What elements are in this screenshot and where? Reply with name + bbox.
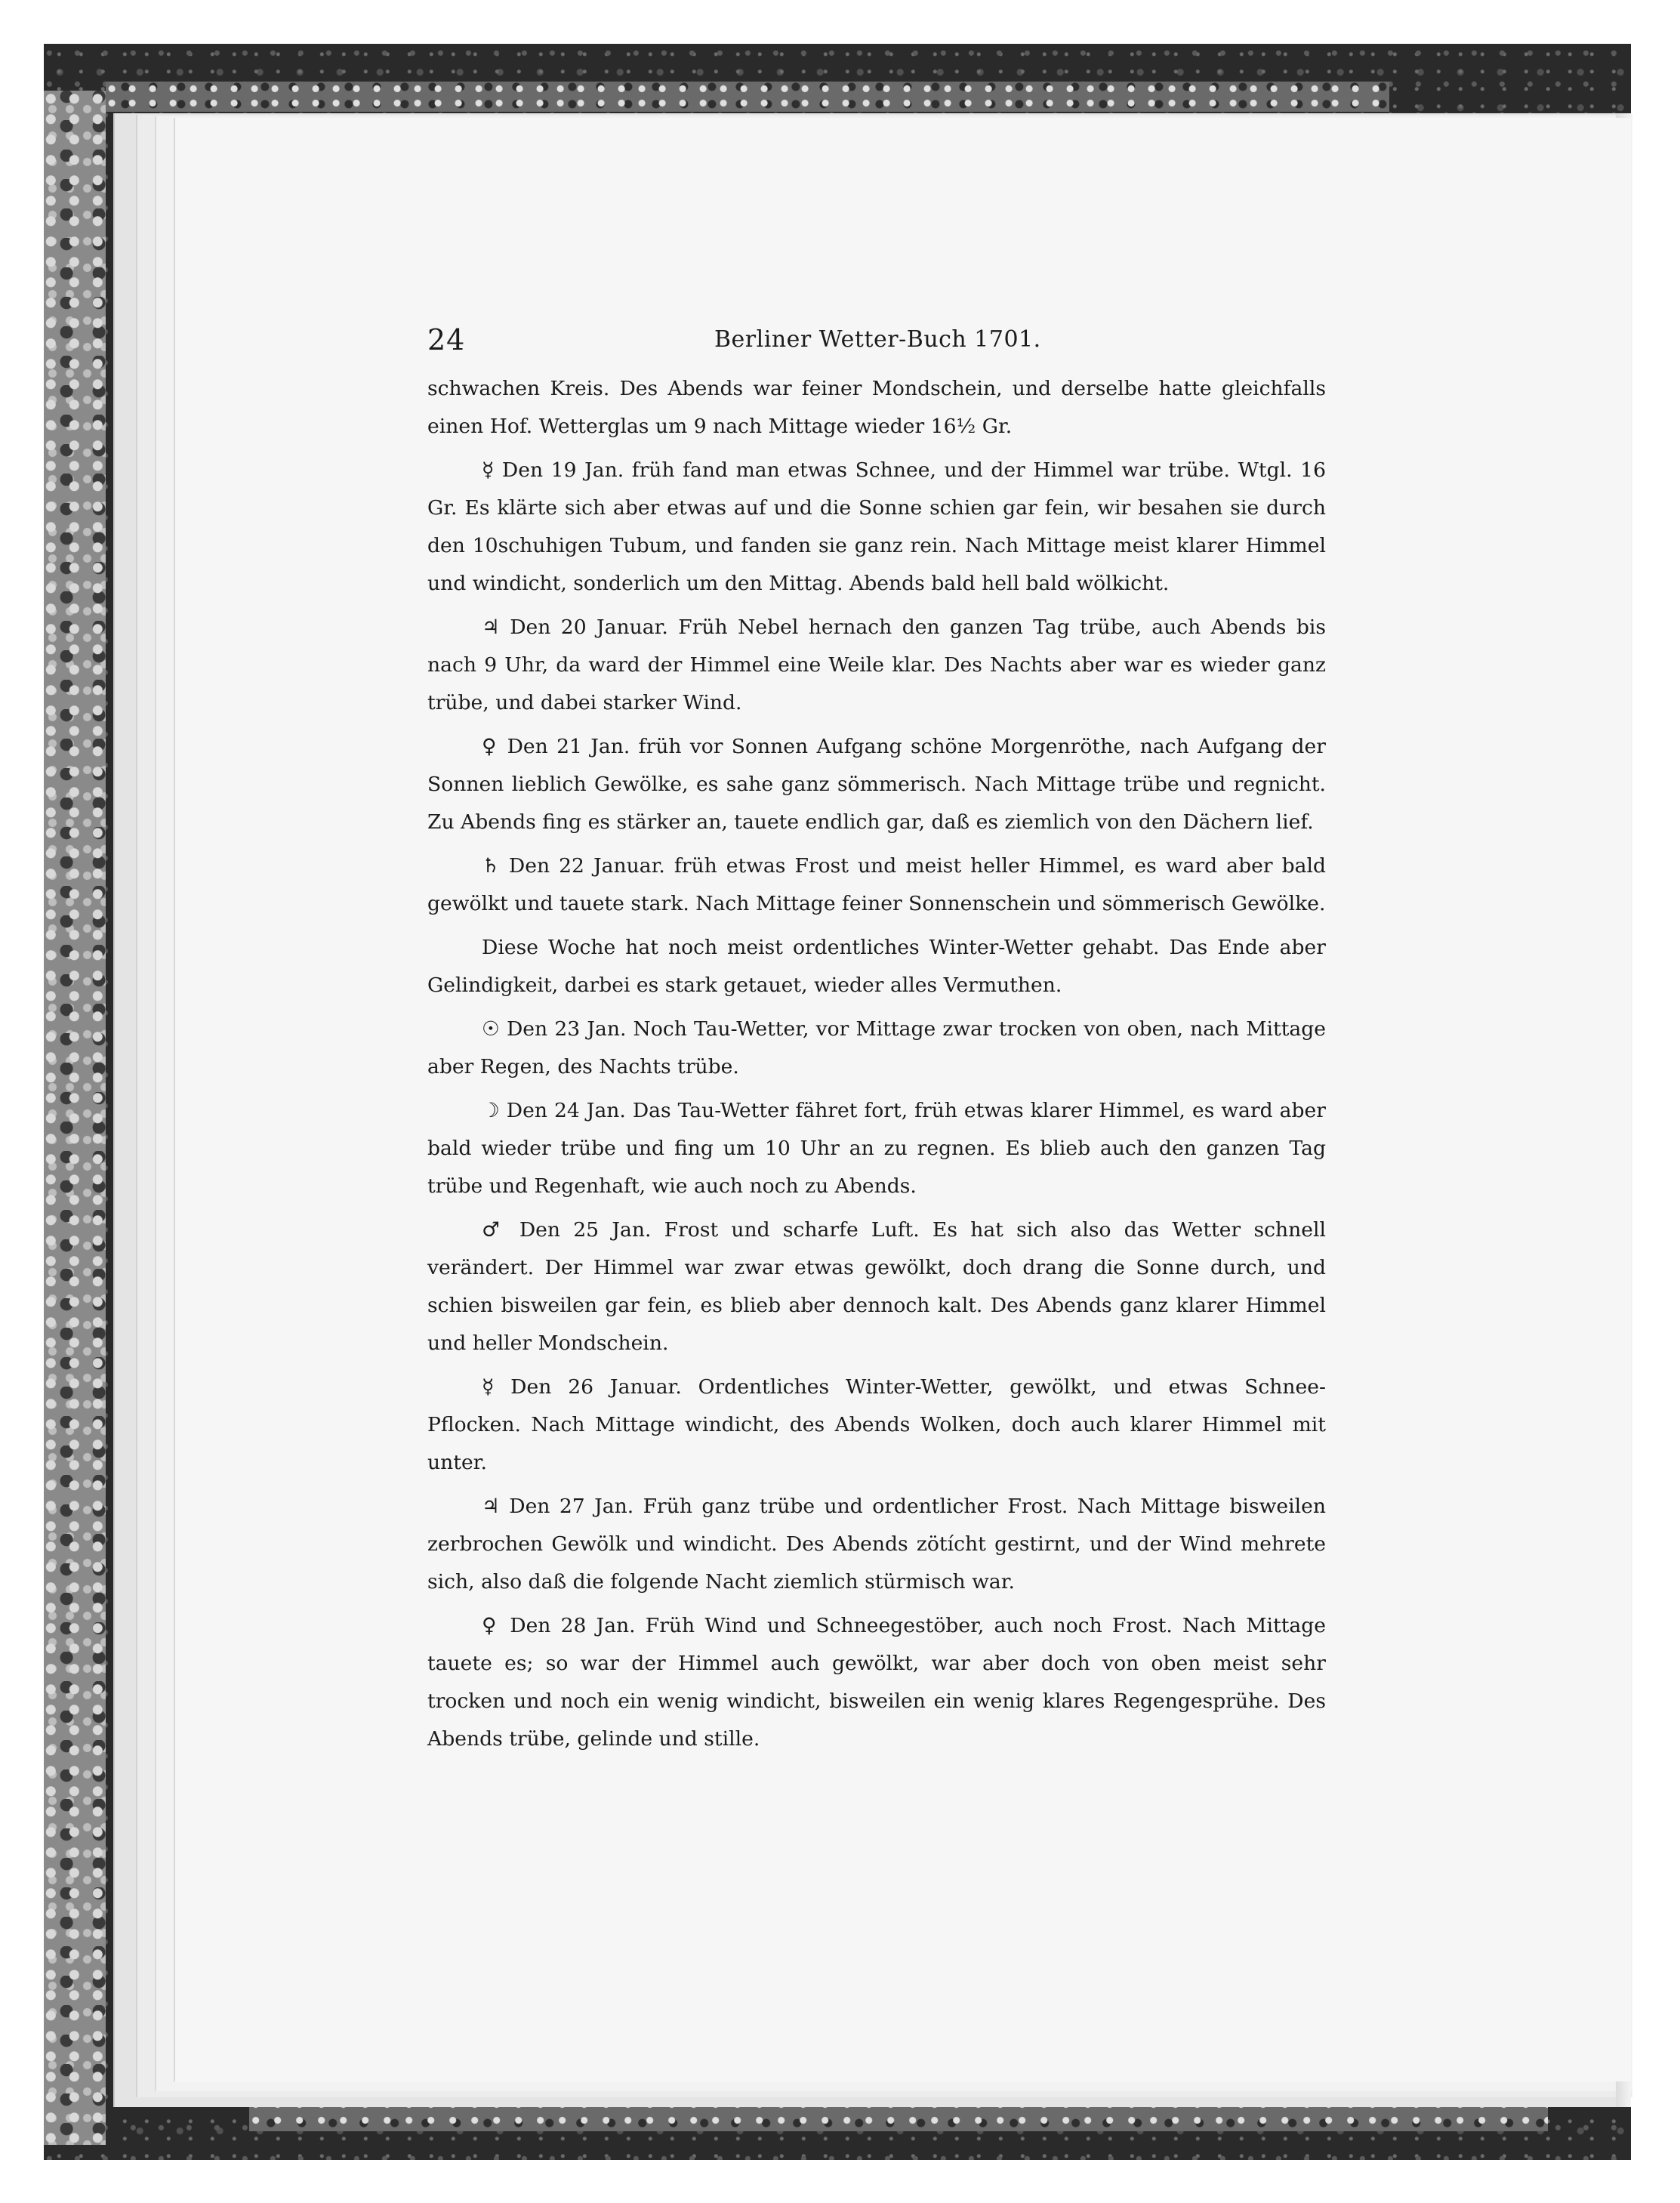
paragraph: ☽ Den 24 Jan. Das Tau-Wetter fähret fort, früh etwas klarer Himmel, es ward aber bald wieder trübe und fing um 10 Uhr an zu regnen. Es blieb auch den ganzen Tag trübe und Regenhaft, wie auch noch zu Abends.: [427, 1099, 1326, 1198]
paragraph: ♄ Den 22 Januar. früh etwas Frost und meist heller Himmel, es ward aber bald gewölkt und tauete stark. Nach Mittage feiner Sonnenschein und sömmerisch Gewölke.: [427, 854, 1326, 915]
marbled-edge-left: [44, 91, 106, 2145]
marbled-edge-top: [106, 82, 1389, 112]
running-title: Berliner Wetter-Buch 1701.: [714, 326, 1041, 353]
page-header: [427, 323, 1326, 370]
paragraph: ♃ Den 20 Januar. Früh Nebel hernach den ganzen Tag trübe, auch Abends bis nach 9 Uhr, da ward der Himmel eine Weile klar. Des Nachts aber war es wieder ganz trübe, und dabei starker Wind.: [427, 616, 1326, 714]
paragraph: ♀ Den 28 Jan. Früh Wind und Schneegestöber, auch noch Frost. Nach Mittage tauete es; so war der Himmel auch gewölkt, war aber doch von oben meist sehr trocken und noch ein wenig windicht, bisweilen ein wenig klares Regengesprühe. Des Abends trübe, gelinde und stille.: [427, 1614, 1326, 1751]
paragraph: ♂ Den 25 Jan. Frost und scharfe Luft. Es hat sich also das Wetter schnell verändert. Der Himmel war zwar etwas gewölkt, doch drang die Sonne durch, und schien bisweilen gar fein, es blieb aber dennoch kalt. Des Abends ganz klarer Himmel und heller Mondschein.: [427, 1218, 1326, 1355]
paragraph: Diese Woche hat noch meist ordentliches Winter-Wetter gehabt. Das Ende aber Gelindigkeit, darbei es stark getauet, wieder alles Vermuthen.: [427, 936, 1326, 997]
paragraph: ☉ Den 23 Jan. Noch Tau-Wetter, vor Mittage zwar trocken von oben, nach Mittage aber Regen, des Nachts trübe.: [427, 1017, 1326, 1078]
paragraph: ♃ Den 27 Jan. Früh ganz trübe und ordentlicher Frost. Nach Mittage bisweilen zerbrochen Gewölk und windicht. Des Abends zötícht gestirnt, und der Wind mehrete sich, also daß die folgende Nacht ziemlich stürmisch war.: [427, 1495, 1326, 1594]
paragraph: schwachen Kreis. Des Abends war feiner Mondschein, und derselbe hatte gleichfalls einen Hof. Wetterglas um 9 nach Mittage wieder 16½ Gr.: [427, 377, 1326, 438]
page-number: 24: [427, 323, 466, 356]
paragraph: ☿ Den 19 Jan. früh fand man etwas Schnee, und der Himmel war trübe. Wtgl. 16 Gr. Es klärte sich aber etwas auf und die Sonne schien gar fein, wir besahen sie durch den 10schuhigen Tubum, und fanden sie ganz rein. Nach Mittage meist klarer Himmel und windicht, sonderlich um den Mittag. Abends bald hell bald wölkicht.: [427, 458, 1326, 595]
page-content: [427, 323, 1326, 1764]
paragraph: ☿ Den 26 Januar. Ordentliches Winter-Wetter, gewölkt, und etwas Schnee-Pflocken. Nach Mittage windicht, des Abends Wolken, doch auch klarer Himmel mit unter.: [427, 1375, 1326, 1474]
paragraph: ♀ Den 21 Jan. früh vor Sonnen Aufgang schöne Morgenröthe, nach Aufgang der Sonnen lieblich Gewölke, es sahe ganz sömmerisch. Nach Mittage trübe und regnicht. Zu Abends fing es stärker an, tauete endlich gar, daß es ziemlich von den Dächern lief.: [427, 735, 1326, 834]
